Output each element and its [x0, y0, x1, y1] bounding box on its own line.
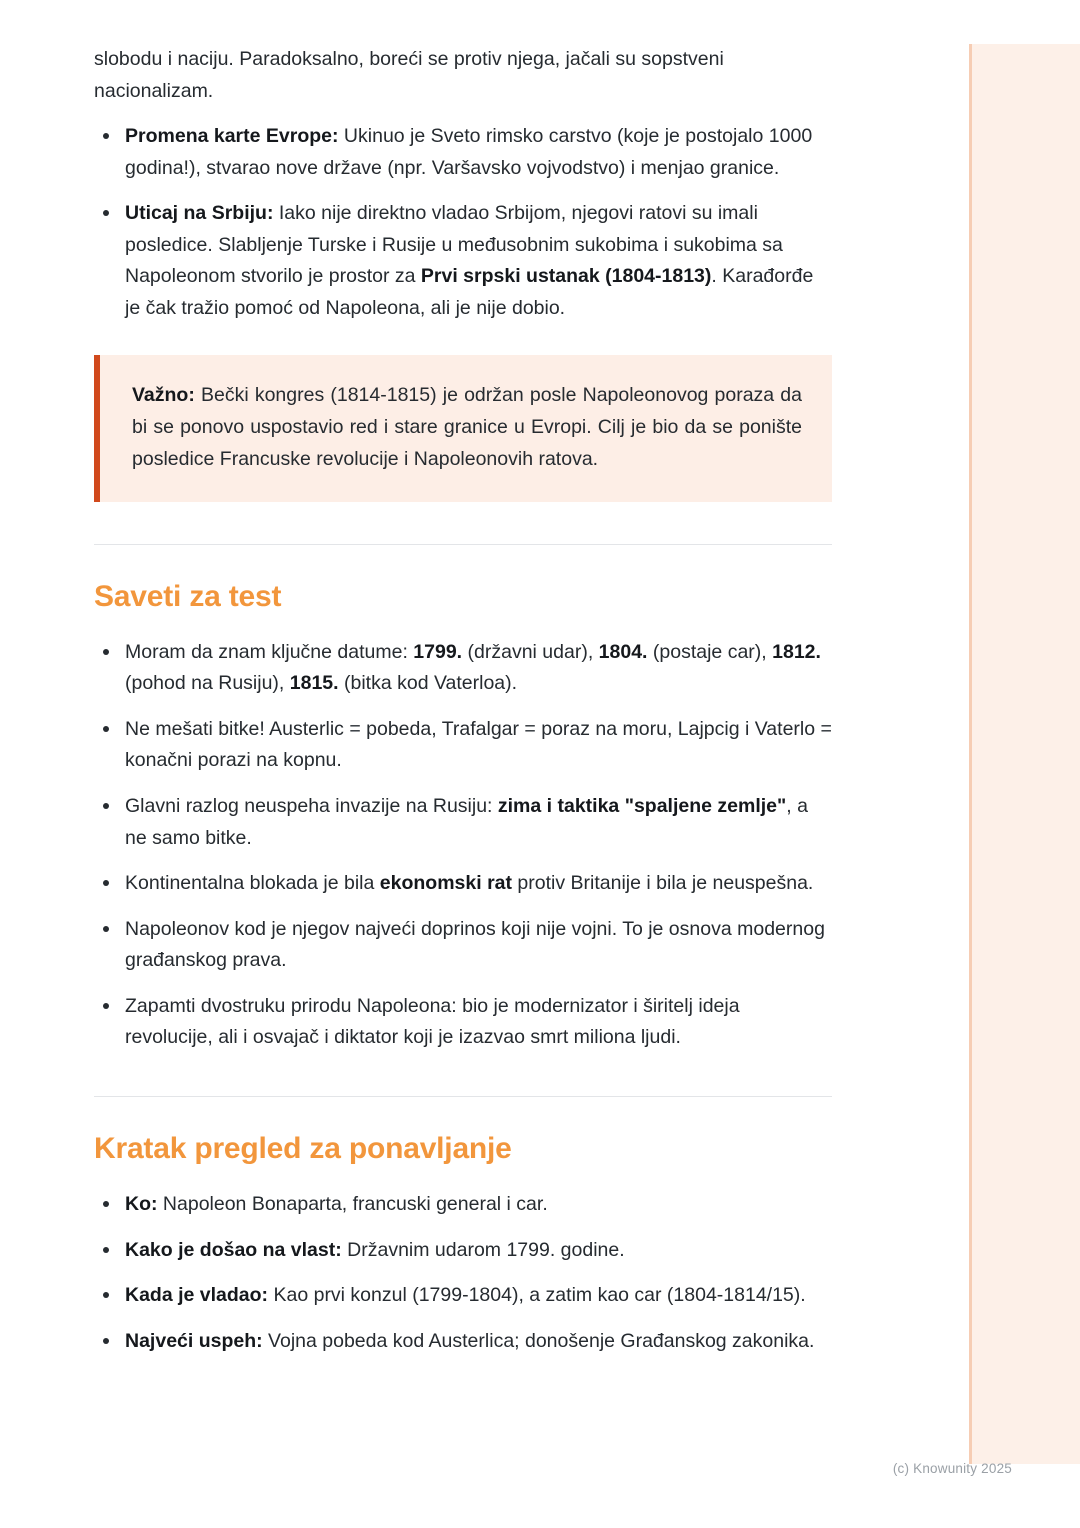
bullet-bold-inline: Ko: — [125, 1193, 158, 1216]
list-item — [92, 1235, 832, 1267]
bullet-text: Ne mešati bitke! Austerlic = pobeda, Trafalgar = poraz na moru, Lajpcig i Vaterlo = konačni porazi na kopnu. — [125, 717, 832, 772]
list-item — [92, 1326, 832, 1358]
list-item — [92, 991, 832, 1054]
bullet-text: (državni udar), — [462, 640, 599, 663]
lead-paragraph: slobodu i naciju. Paradoksalno, boreći se protiv njega, jačali su sopstveni nacionalizam. — [94, 48, 724, 102]
list-item — [92, 714, 832, 777]
callout-paragraph — [132, 379, 802, 476]
list-item — [92, 198, 832, 324]
list-item — [92, 868, 832, 900]
list-item — [92, 1280, 832, 1312]
bullet-bold-inline: zima i taktika "spaljene zemlje" — [497, 795, 787, 818]
top-bullet-list — [92, 121, 832, 324]
bullet-bold-inline: 1799. — [413, 640, 463, 663]
bullet-bold-lead: Promena karte Evrope: — [125, 125, 339, 148]
section-title-saveti: Saveti za test — [94, 579, 282, 613]
bullet-text: Ukinuo je Sveto rimsko carstvo (koje je postojalo 1000 godina!), stvarao nove države (npr. Varšavsko vojvodstvo) i menjao granice. — [125, 125, 813, 179]
list-item — [92, 637, 832, 700]
bullet-text: (postaje car), — [647, 640, 773, 663]
bullet-text: Napoleon Bonaparta, francuski general i car. — [157, 1193, 548, 1216]
bullet-text: Vojna pobeda kod Austerlica; donošenje Građanskog zakonika. — [262, 1329, 815, 1352]
list-item — [92, 121, 832, 184]
bullet-bold-inline: 1815. — [289, 672, 339, 695]
bullet-bold-inline: 1812. — [772, 640, 821, 663]
bullet-text: Kao prvi konzul (1799-1804), a zatim kao car (1804-1814/15). — [268, 1284, 806, 1307]
bullet-text: Iako nije direktno vladao Srbijom, njegovi ratovi su imali posledice. Slabljenje Turske i Rusije u međusobnim sukobima i sukobima sa Napoleonom stvorilo je prostor za — [125, 202, 783, 288]
bullet-text: Zapamti dvostruku prirodu Napoleona: bio je modernizator i širitelj ideja revolucije, ali i osvajač i diktator koji je izazvao smrt miliona ljudi. — [125, 994, 740, 1049]
bullet-text: (pohod na Rusiju), — [125, 672, 290, 695]
bullet-text: (bitka kod Vaterloa). — [338, 672, 518, 695]
bullet-text: Moram da znam ključne datume: — [125, 640, 414, 663]
bullet-bold-inline: Kada je vladao: — [125, 1284, 269, 1307]
bullet-bold-lead: Uticaj na Srbiju: — [125, 202, 274, 225]
bullet-text: Kontinentalna blokada je bila — [125, 872, 380, 895]
bullet-text: , a ne samo bitke. — [125, 795, 808, 849]
bullet-bold-inline: 1804. — [598, 640, 648, 663]
section-divider — [94, 1096, 832, 1097]
bullet-text-tail: . Karađorđe je čak tražio pomoć od Napoleona, ali je nije dobio. — [125, 265, 814, 320]
bullet-bold-inline: ekonomski rat — [379, 872, 512, 895]
bullet-text: protiv Britanije i bila je neuspešna. — [512, 872, 814, 895]
section-divider — [94, 544, 832, 545]
kratak-pregled-list — [92, 1189, 832, 1357]
callout-text: Bečki kongres (1814-1815) je održan posle Napoleonovog poraza da bi se ponovo uspostavio red i stare granice u Evropi. Cilj je bio da se ponište posledice Francuske revolucije i Napoleonovih ratova. — [132, 383, 802, 471]
footer-credit: (c) Knowunity 2025 — [892, 1461, 1012, 1476]
saveti-list — [92, 637, 832, 1054]
bullet-bold-inline: Najveći uspeh: — [125, 1329, 263, 1352]
list-item — [92, 914, 832, 977]
section-title-kratak-pregled: Kratak pregled za ponavljanje — [94, 1132, 512, 1166]
page-side-accent-strip — [969, 44, 1080, 1464]
document-content — [92, 44, 832, 1357]
important-callout — [94, 355, 832, 502]
callout-label: Važno: — [132, 383, 195, 406]
bullet-bold-inline: Kako je došao na vlast: — [125, 1238, 342, 1261]
list-item — [92, 1189, 832, 1221]
list-item — [92, 791, 832, 854]
bullet-text: Glavni razlog neuspeha invazije na Rusiju: — [125, 795, 498, 818]
bullet-text: Državnim udarom 1799. godine. — [341, 1238, 625, 1261]
bullet-bold-inline: Prvi srpski ustanak (1804-1813) — [420, 265, 712, 288]
bullet-text: Napoleonov kod je njegov najveći doprinos koji nije vojni. To je osnova modernog građanskog prava. — [125, 917, 825, 972]
